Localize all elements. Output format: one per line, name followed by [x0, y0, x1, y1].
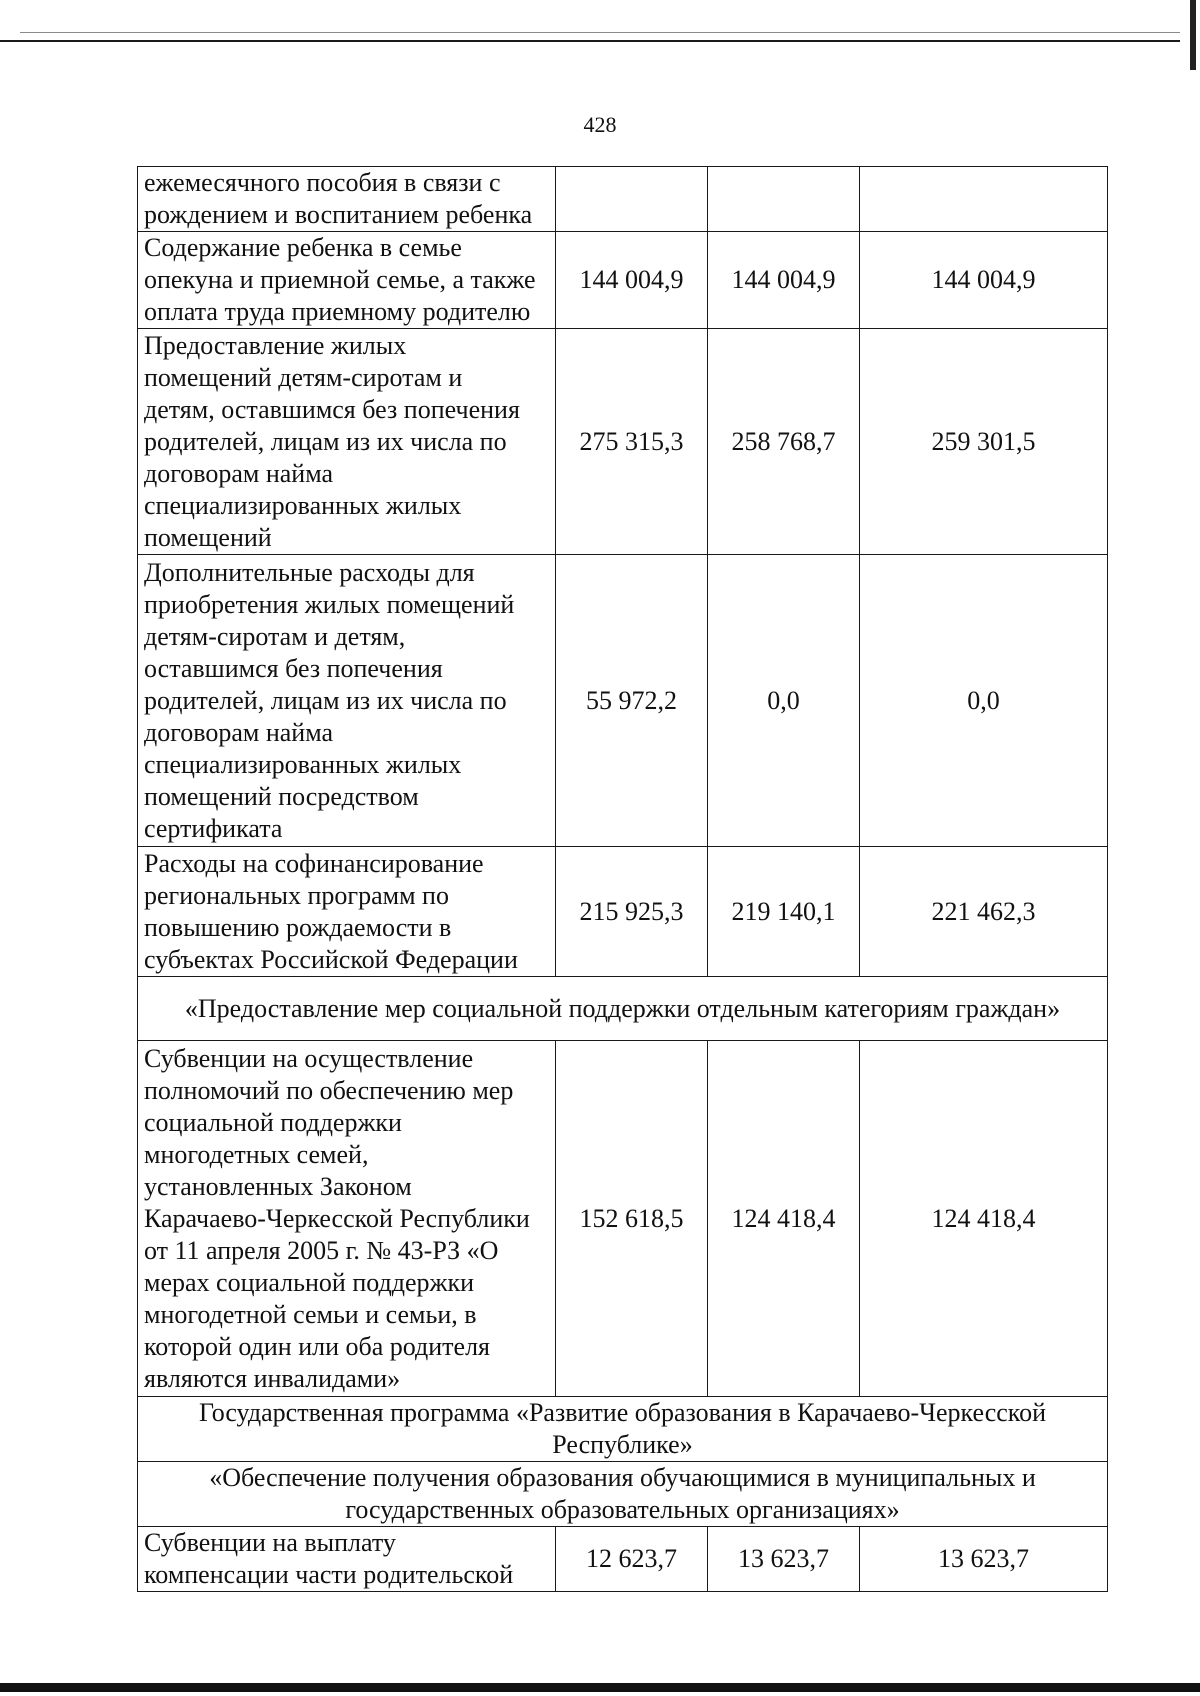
table-row — [138, 1041, 1108, 1397]
scan-edge-line — [0, 40, 1180, 42]
value-cell-year-2: 258 768,7 — [708, 329, 860, 555]
value-cell-year-3 — [860, 167, 1108, 232]
value-cell-year-1: 55 972,2 — [556, 555, 708, 847]
row-description: Субвенции на выплату компенсации части родительской — [138, 1527, 556, 1592]
value-cell-year-2: 144 004,9 — [708, 232, 860, 329]
row-description: ежемесячного пособия в связи с рождением и воспитанием ребенка — [138, 167, 556, 232]
value-cell-year-2 — [708, 167, 860, 232]
table-row — [138, 167, 1108, 232]
value-cell-year-1 — [556, 167, 708, 232]
scan-edge-mark — [1190, 0, 1196, 70]
section-header-row — [138, 977, 1108, 1041]
table-row — [138, 232, 1108, 329]
row-description: Предоставление жилых помещений детям-сиротам и детям, оставшимся без попечения родителей, лицам из их числа по договорам найма специализированных жилых помещений — [138, 329, 556, 555]
value-cell-year-3: 144 004,9 — [860, 232, 1108, 329]
table-row — [138, 847, 1108, 977]
value-cell-year-3: 259 301,5 — [860, 329, 1108, 555]
page-number: 428 — [583, 112, 617, 137]
value-cell-year-1: 215 925,3 — [556, 847, 708, 977]
value-cell-year-3: 124 418,4 — [860, 1041, 1108, 1397]
value-cell-year-3: 221 462,3 — [860, 847, 1108, 977]
value-cell-year-2: 219 140,1 — [708, 847, 860, 977]
value-cell-year-3: 13 623,7 — [860, 1527, 1108, 1592]
row-description: Расходы на софинансирование региональных программ по повышению рождаемости в субъектах Российской Федерации — [138, 847, 556, 977]
budget-table — [137, 166, 1108, 1592]
section-header-social-support: «Предоставление мер социальной поддержки отдельным категориям граждан» — [138, 977, 1108, 1041]
value-cell-year-2: 124 418,4 — [708, 1041, 860, 1397]
table-row — [138, 1527, 1108, 1592]
value-cell-year-2: 13 623,7 — [708, 1527, 860, 1592]
table-row — [138, 329, 1108, 555]
value-cell-year-2: 0,0 — [708, 555, 860, 847]
table-row — [138, 555, 1108, 847]
value-cell-year-1: 144 004,9 — [556, 232, 708, 329]
scan-edge-bar — [0, 1683, 1200, 1692]
section-header-row — [138, 1397, 1108, 1462]
value-cell-year-3: 0,0 — [860, 555, 1108, 847]
row-description: Содержание ребенка в семье опекуна и приемной семье, а также оплата труда приемному родителю — [138, 232, 556, 329]
value-cell-year-1: 275 315,3 — [556, 329, 708, 555]
section-header-row — [138, 1462, 1108, 1527]
section-header-education-access: «Обеспечение получения образования обучающимися в муниципальных и государственных образовательных организациях» — [138, 1462, 1108, 1527]
scan-edge-line-thin — [20, 32, 1180, 33]
row-description: Дополнительные расходы для приобретения жилых помещений детям-сиротам и детям, оставшимся без попечения родителей, лицам из их числа по договорам найма специализированных жилых помещений посредством сертификата — [138, 555, 556, 847]
section-header-education-program: Государственная программа «Развитие образования в Карачаево-Черкесской Республике» — [138, 1397, 1108, 1462]
value-cell-year-1: 152 618,5 — [556, 1041, 708, 1397]
row-description: Субвенции на осуществление полномочий по обеспечению мер социальной поддержки многодетных семей, установленных Законом Карачаево-Черкесской Республики от 11 апреля 2005 г. № 43-РЗ «О мерах социальной поддержки многодетной семьи и семьи, в которой один или оба родителя являются инвалидами» — [138, 1041, 556, 1397]
value-cell-year-1: 12 623,7 — [556, 1527, 708, 1592]
